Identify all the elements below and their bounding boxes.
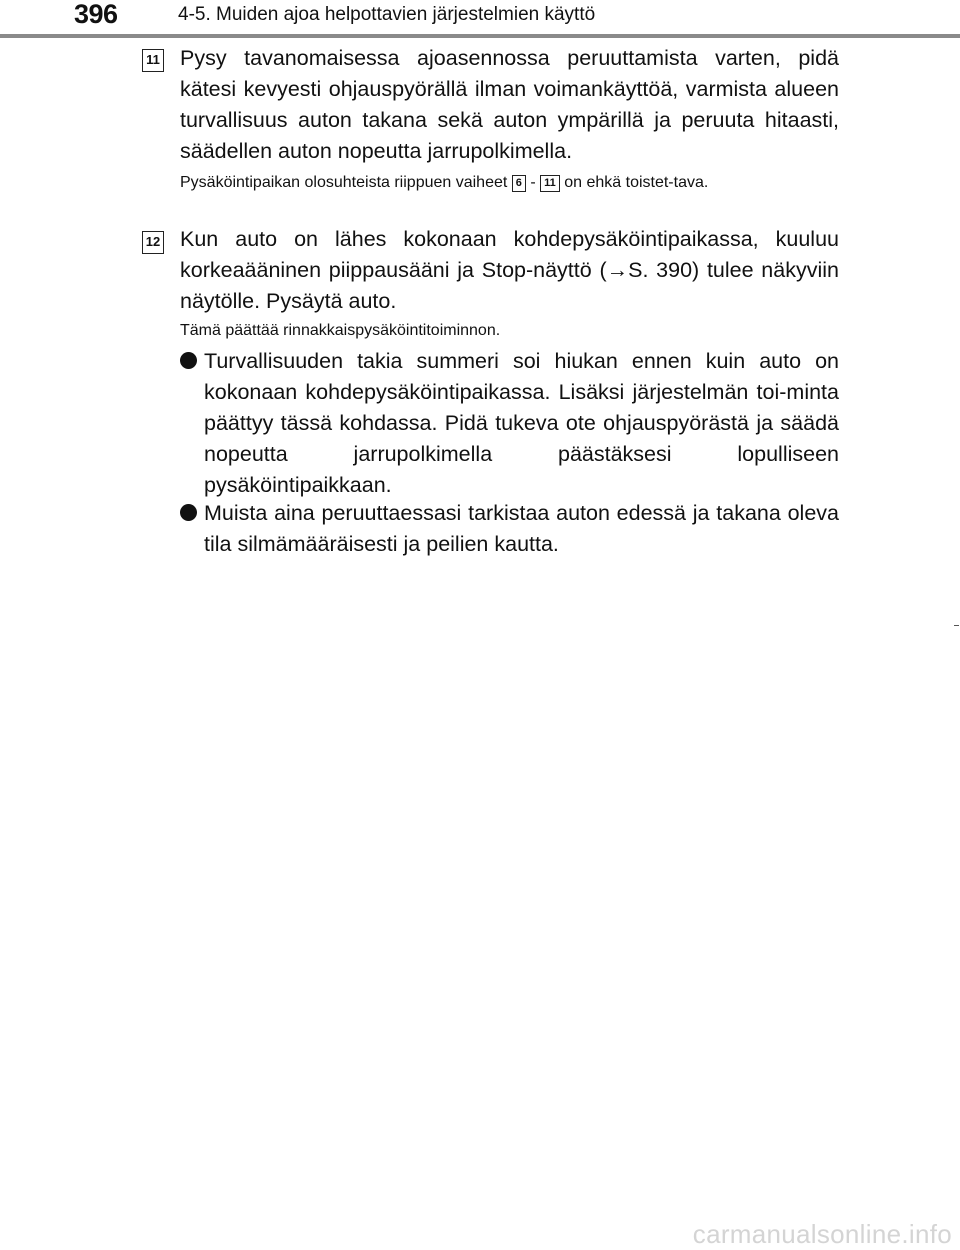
note-step-badge-6: 6 bbox=[512, 175, 526, 192]
watermark: carmanualsonline.info bbox=[692, 1219, 952, 1249]
step-badge-11: 11 bbox=[142, 49, 164, 72]
note-step-badge-11: 11 bbox=[540, 175, 560, 192]
bullet-dot-icon bbox=[180, 352, 197, 369]
step-badge-12: 12 bbox=[142, 231, 164, 254]
bullet-text: Muista aina peruuttaessasi tarkistaa auton edessä ja takana oleva tila silmämääräisesti ja peilien kautta. bbox=[204, 501, 839, 556]
section-title: 4-5. Muiden ajoa helpottavien järjestelmien käyttö bbox=[178, 4, 596, 25]
step-11-note bbox=[180, 172, 839, 194]
note-text-before: Pysäköintipaikan olosuhteista riippuen vaiheet bbox=[180, 174, 508, 191]
bullet-item bbox=[180, 346, 839, 501]
margin-tick bbox=[954, 625, 959, 626]
page-header bbox=[0, 0, 960, 40]
step-12-note: Tämä päättää rinnakkaispysäköintitoiminnon. bbox=[180, 322, 501, 339]
header-rule bbox=[0, 34, 960, 38]
note-dash: - bbox=[530, 174, 536, 191]
bullet-dot-icon bbox=[180, 504, 197, 521]
bullet-text: Turvallisuuden takia summeri soi hiukan ennen kuin auto on kokonaan kohdepysäköintipaikassa. Lisäksi järjestelmän toi-minta päättyy tässä kohdassa. Pidä tukeva ote ohjauspyörästä ja säädä nopeutta jarrupolkimella päästäksesi lopulliseen pysäköintipaikkaan. bbox=[204, 349, 839, 497]
step-12-text: Kun auto on lähes kokonaan kohdepysäköintipaikassa, kuuluu korkeaääninen piippausääni ja Stop-näyttö (→S. 390) tulee näkyviin näytölle. Pysäytä auto. bbox=[180, 227, 839, 313]
page-number: 396 bbox=[74, 0, 118, 29]
step-11-text: Pysy tavanomaisessa ajoasennossa peruuttamista varten, pidä kätesi kevyesti ohjauspyörällä ilman voimankäyttöä, varmista alueen turvallisuus auton takana sekä auton ympärillä ja peruuta hitaasti, säädellen auton nopeutta jarrupolkimella. bbox=[180, 46, 839, 163]
note-text-after: on ehkä toistet-tava. bbox=[564, 174, 709, 191]
bullet-item bbox=[180, 498, 839, 560]
